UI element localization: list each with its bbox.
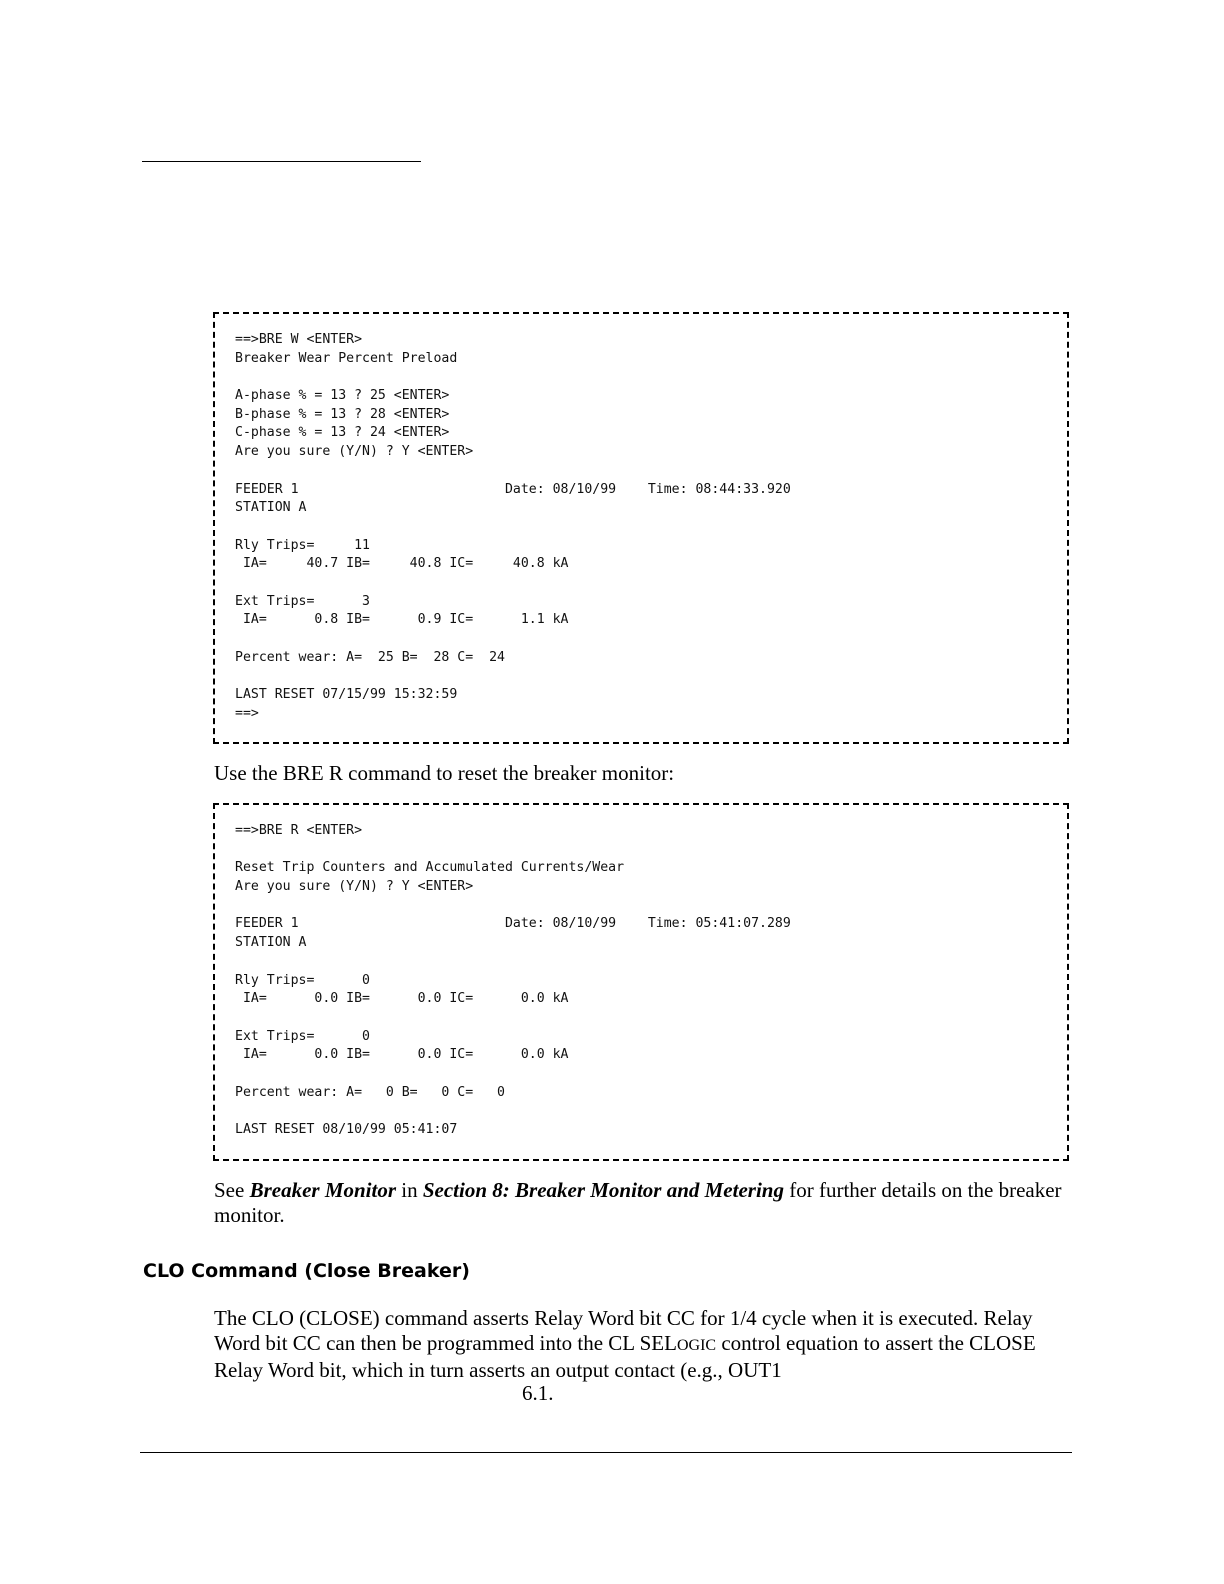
terminal-line: Percent wear: A= 0 B= 0 C= 0 [235,1084,505,1100]
terminal-line: STATION A [235,935,307,951]
terminal-line: Rly Trips= 11 [235,537,370,553]
terminal-line [235,574,1067,593]
terminal-line [235,518,1067,537]
terminal-line [235,897,1067,916]
see-suffix: for further details on the breaker monitor. [214,1178,1062,1227]
terminal-line: Percent wear: A= 25 B= 28 C= 24 [235,649,505,665]
terminal-line [235,841,1067,860]
terminal-line: Breaker Wear Percent Preload [235,350,458,366]
terminal-line [235,630,1067,649]
terminal-line: FEEDER 1 Date: 08/10/99 Time: 08:44:33.920 [235,481,791,497]
terminal-line: Ext Trips= 0 [235,1028,370,1044]
section-heading-clo: CLO Command (Close Breaker) [143,1260,470,1282]
terminal-line: Reset Trip Counters and Accumulated Currents/Wear [235,860,625,876]
terminal-line: B-phase % = 13 ? 28 <ENTER> [235,406,450,422]
terminal-line: LAST RESET 07/15/99 15:32:59 [235,687,458,703]
clo-text-part2: control equation to assert the CLOSE Relay Word bit, which in turn asserts an output contact (e.g., OUT1 [214,1331,1036,1382]
terminal-line: STATION A [235,500,307,516]
terminal-line [235,667,1067,686]
terminal-line [235,1009,1067,1028]
terminal-line: ==>BRE R <ENTER> [235,823,363,838]
terminal-line: LAST RESET 08/10/99 05:41:07 [235,1122,458,1137]
see-middle: in [396,1178,423,1202]
terminal-line: Rly Trips= 0 [235,972,370,988]
clo-text-part1: The CLO (CLOSE) command asserts Relay Word bit CC for 1/4 cycle when it is executed. Relay Word bit CC can then be programmed into the CL SEL [214,1306,1033,1355]
terminal-line: IA= 0.8 IB= 0.9 IC= 1.1 kA [235,612,569,628]
terminal-line: ==> [235,705,259,721]
reference-breaker-monitor: Breaker Monitor [249,1178,397,1202]
clo-paragraph [214,1306,1074,1383]
terminal-line: A-phase % = 13 ? 25 <ENTER> [235,388,450,404]
clo-text-smallcaps: OGIC [676,1337,717,1354]
terminal-line: Are you sure (Y/N) ? Y <ENTER> [235,444,474,460]
terminal-line [235,1102,1067,1121]
terminal-line [235,368,1067,387]
see-also-paragraph [214,1178,1064,1228]
reference-section-8: Section 8: Breaker Monitor and Metering [422,1178,784,1202]
terminal-line: IA= 40.7 IB= 40.8 IC= 40.8 kA [235,556,569,572]
terminal-line: Ext Trips= 3 [235,593,370,609]
terminal-line: C-phase % = 13 ? 24 <ENTER> [235,425,450,441]
header-rule [142,161,421,162]
terminal-example-bre-r [213,803,1069,1161]
terminal-line [235,1065,1067,1084]
terminal-line [235,953,1067,972]
terminal-line: Are you sure (Y/N) ? Y <ENTER> [235,879,474,895]
intro-text: Use the BRE R command to reset the breaker monitor: [214,761,675,785]
see-prefix: See [214,1178,250,1202]
terminal-line: IA= 0.0 IB= 0.0 IC= 0.0 kA [235,991,569,1007]
terminal-line: IA= 0.0 IB= 0.0 IC= 0.0 kA [235,1047,569,1063]
terminal-line: FEEDER 1 Date: 08/10/99 Time: 05:41:07.289 [235,916,791,932]
terminal-line: ==>BRE W <ENTER> [235,332,363,347]
page-reference-fragment: 6.1. [522,1381,554,1405]
footer-rule [140,1452,1072,1453]
terminal-example-bre-w [213,312,1069,744]
terminal-line [235,462,1067,481]
